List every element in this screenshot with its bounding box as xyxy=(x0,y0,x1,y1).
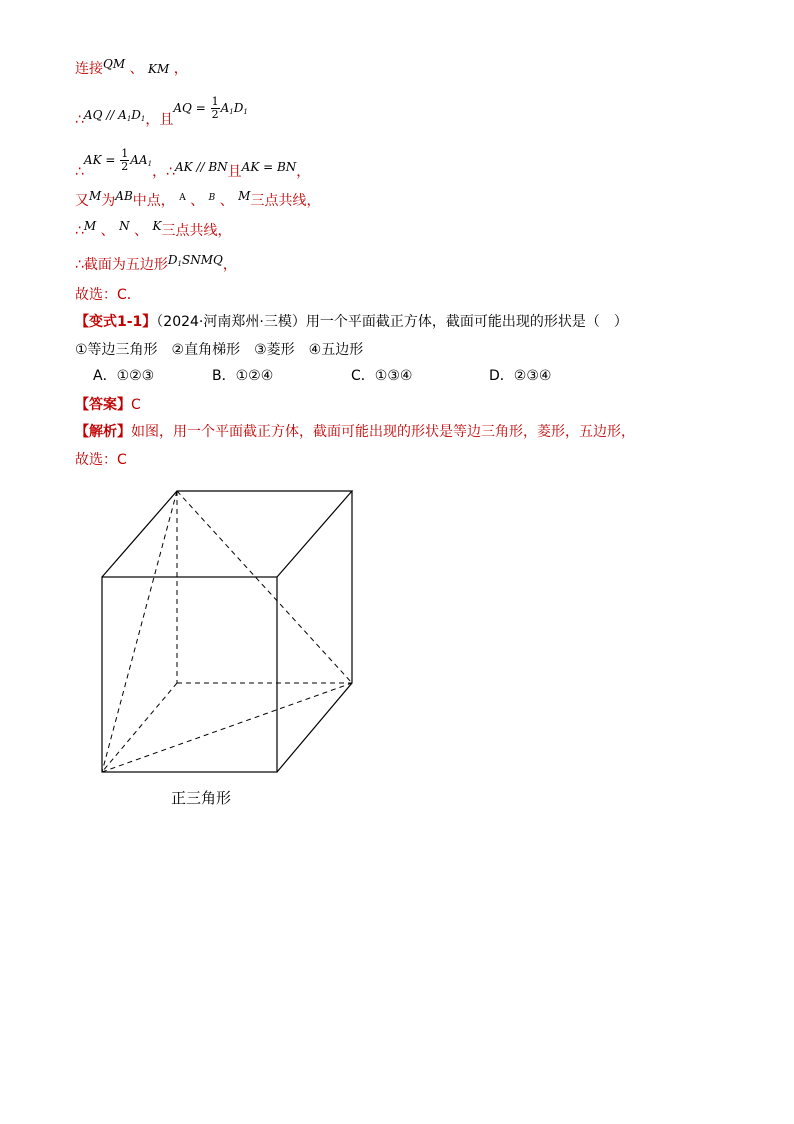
math-qm: QM xyxy=(103,57,126,71)
analysis-text: 如图，用一个平面截正方体，截面可能出现的形状是等边三角形，菱形，五边形， xyxy=(131,424,635,440)
math-equation: AQ = $\frac{1}{2}$ $A_1D_1$ xyxy=(173,95,248,121)
therefore-symbol: ∴ xyxy=(75,112,84,128)
math-m: M xyxy=(83,219,97,233)
cube-top-edges xyxy=(102,491,352,577)
text: 且 xyxy=(227,164,242,180)
math-b: B xyxy=(208,193,216,203)
text: ，∴ xyxy=(152,164,175,180)
math-km: KM xyxy=(148,62,170,76)
math-parallel: AQ // $A_1D_1$ xyxy=(83,108,146,123)
fraction: $\frac{1}{2}$ xyxy=(121,147,129,173)
therefore-symbol: ∴ xyxy=(75,164,84,180)
analysis-line xyxy=(75,423,635,441)
conclusion-line: 故选：C xyxy=(75,452,127,468)
cube-cross-section-figure xyxy=(95,485,365,785)
answer-line xyxy=(75,396,141,414)
text: 中点， xyxy=(132,193,175,209)
option-a: A．①②③ xyxy=(93,368,155,384)
fraction: $\frac{1}{2}$ xyxy=(211,95,219,121)
answer-value: C xyxy=(131,397,141,413)
solution-line-2 xyxy=(75,95,248,133)
analysis-tag: 【解析】 xyxy=(75,424,131,440)
question-text: 用一个平面截正方体，截面可能出现的形状是（ ） xyxy=(305,314,628,330)
text: 、 xyxy=(190,193,205,209)
text: 、 xyxy=(134,223,149,239)
answer-tag: 【答案】 xyxy=(75,397,131,413)
section-edge-1 xyxy=(177,491,352,683)
math-pentagon: $D_1SNMQ$ xyxy=(167,253,223,268)
question-tag: 【变式1-1】 xyxy=(75,314,157,330)
math-equal: AK = BN xyxy=(241,160,297,174)
math-a: A xyxy=(179,193,186,203)
text: 、 xyxy=(129,61,144,77)
figure-caption: 正三角形 xyxy=(171,789,232,807)
math-parallel: AK // BN xyxy=(174,160,228,174)
solution-line-3 xyxy=(75,147,311,185)
text: ，且 xyxy=(145,112,174,128)
text: ， xyxy=(173,61,188,77)
therefore-symbol: ∴ xyxy=(75,223,84,239)
solution-line-4 xyxy=(75,189,321,212)
text: 又 xyxy=(75,193,89,209)
text: 、 xyxy=(100,223,115,239)
math-m: M xyxy=(89,189,102,203)
math-n: N xyxy=(119,219,130,233)
solution-line-1 xyxy=(75,57,188,78)
text: ∴截面为五边形 xyxy=(75,257,168,273)
text: ， xyxy=(222,257,237,273)
option-b: B．①②④ xyxy=(212,368,274,384)
text: 为 xyxy=(101,193,116,209)
math-m: M xyxy=(238,189,251,203)
question-stem xyxy=(75,313,628,331)
text: 、 xyxy=(219,193,234,209)
option-c: C．①③④ xyxy=(351,368,413,384)
text: ， xyxy=(296,164,311,180)
math-k: K xyxy=(152,219,162,233)
math-equation: AK = $\frac{1}{2}$ $AA_1$ xyxy=(83,147,153,173)
math-ab: AB xyxy=(115,189,133,203)
option-d: D．②③④ xyxy=(489,368,552,384)
text: 三点共线， xyxy=(161,223,232,239)
solution-line-5 xyxy=(75,219,232,240)
solution-line-7: 故选：C． xyxy=(75,287,141,303)
solution-line-6 xyxy=(75,253,237,278)
text: 连接 xyxy=(75,61,103,77)
question-choices: ①等边三角形 ②直角梯形 ③菱形 ④五边形 xyxy=(75,342,364,358)
text: 三点共线， xyxy=(250,193,321,209)
question-source: （2024·河南郑州·三模） xyxy=(156,314,306,330)
